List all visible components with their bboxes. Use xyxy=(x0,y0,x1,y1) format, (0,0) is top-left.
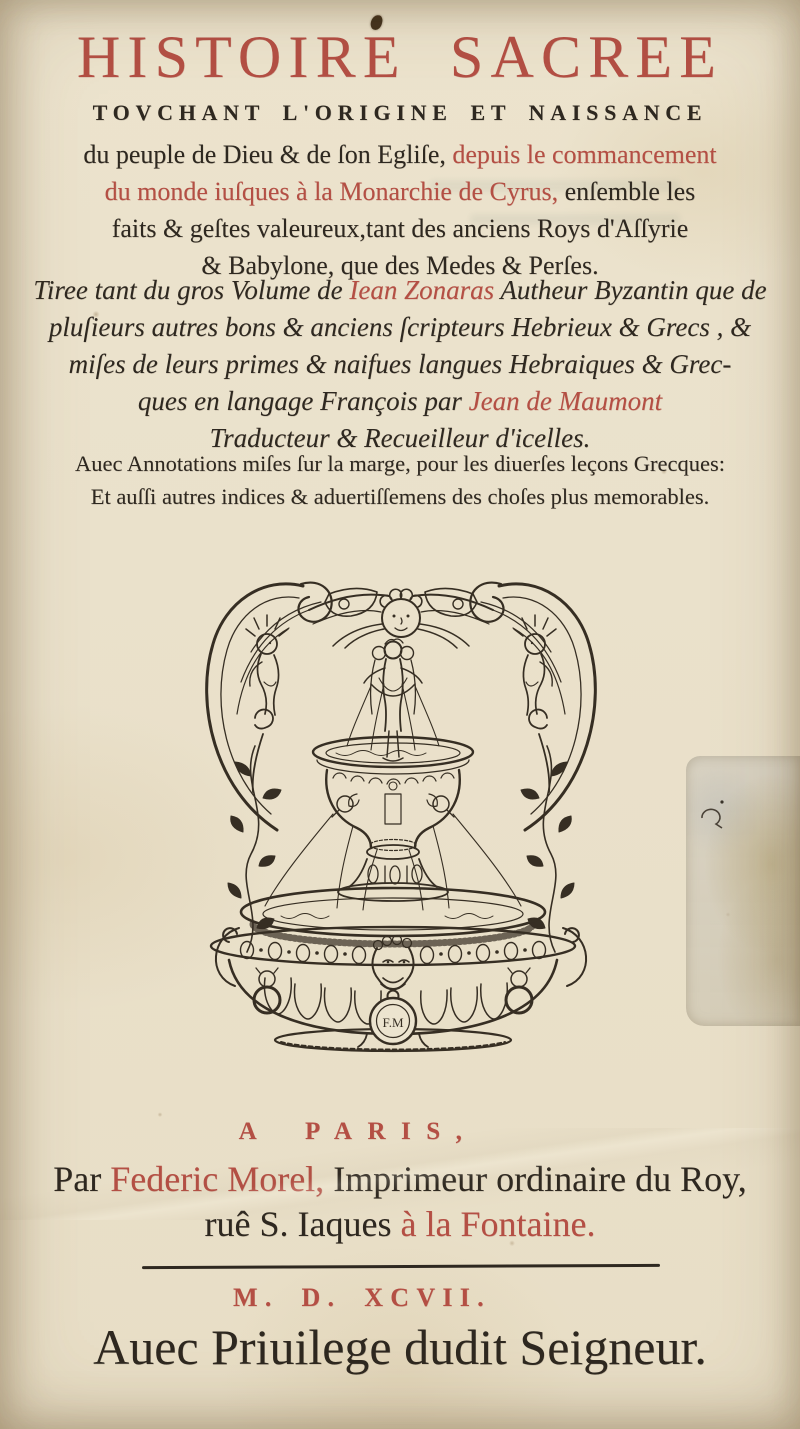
paper-stain xyxy=(686,756,800,1026)
publisher-line xyxy=(0,1158,800,1200)
argument-line xyxy=(0,210,800,247)
note-text: miſes de leurs primes & naifues langues Hebraiques & Grec- xyxy=(68,349,732,379)
note-text: Autheur Byzantin que de xyxy=(494,275,767,305)
address-text: ruê S. Iaques xyxy=(204,1204,401,1244)
translator-note-line xyxy=(0,383,800,420)
note-text: Traducteur & Recueilleur d'icelles. xyxy=(209,423,591,453)
frame-right-scroll xyxy=(413,583,595,830)
argument-text: faits & geſtes valeureux,tant des anciens Roys d'Aſſyrie xyxy=(111,214,689,243)
printer-monogram: F.M xyxy=(382,1015,404,1030)
address-line xyxy=(0,1203,800,1245)
address-sign-red: à la Fontaine. xyxy=(400,1204,596,1244)
annotations-note-block xyxy=(0,447,800,513)
printer-device-woodcut xyxy=(181,531,621,1053)
annotations-line: Auec Annotations miſes ſur la marge, pour les diuerſes leçons Grecques: xyxy=(74,451,726,476)
translator-name-red: Jean de Maumont xyxy=(468,386,663,416)
stain-mark xyxy=(692,796,732,836)
publisher-text: Par xyxy=(53,1159,111,1199)
argument-text: enſemble les xyxy=(564,177,696,206)
author-name-red: Iean Zonaras xyxy=(349,275,495,305)
argument-text: du peuple de Dieu & de ſon Egliſe, xyxy=(83,140,453,169)
note-text: Tiree tant du gros Volume de xyxy=(33,275,350,305)
subtitle: TOVCHANT L'ORIGINE ET NAISSANCE xyxy=(92,100,708,125)
argument-text-red: du monde iuſques à la Monarchie de Cyrus, xyxy=(104,177,565,206)
translator-note-line xyxy=(0,309,800,346)
annotations-line: Et auſſi autres indices & aduertiſſemens des choſes plus memorables. xyxy=(90,484,710,509)
publisher-name-red: Federic Morel, xyxy=(110,1159,325,1199)
cherub-head xyxy=(333,589,469,648)
argument-line xyxy=(0,136,800,173)
argument-text: & Babylone, que des Medes & Perſes. xyxy=(201,251,599,280)
note-text: pluſieurs autres bons & anciens ſcripteurs Hebrieux & Grecs , & xyxy=(48,312,752,342)
note-text: ques en langage François par xyxy=(137,386,469,416)
argument-text-red: depuis le commancement xyxy=(452,140,717,169)
woodcut-linework xyxy=(207,583,596,1051)
publisher-text: Imprimeur ordinaire du Roy, xyxy=(324,1159,747,1199)
privilege-statement: Auec Priuilege dudit Seigneur. xyxy=(93,1319,707,1375)
imprint-date: M. D. XCVII. xyxy=(233,1283,491,1312)
translator-note-line xyxy=(0,272,800,309)
frame-left-scroll xyxy=(207,583,389,830)
translator-note-line xyxy=(0,346,800,383)
argument-block xyxy=(0,136,800,284)
main-title: HISTOIRE SACREE xyxy=(76,24,724,90)
divider-rule xyxy=(142,1264,660,1269)
upper-basin xyxy=(313,737,473,774)
imprint-place: A PARIS, xyxy=(238,1118,478,1145)
translator-note-block xyxy=(0,272,800,457)
fountain-illustration xyxy=(181,531,621,1053)
argument-line xyxy=(0,173,800,210)
fountain-base xyxy=(275,991,511,1052)
right-term-figure xyxy=(514,615,574,952)
